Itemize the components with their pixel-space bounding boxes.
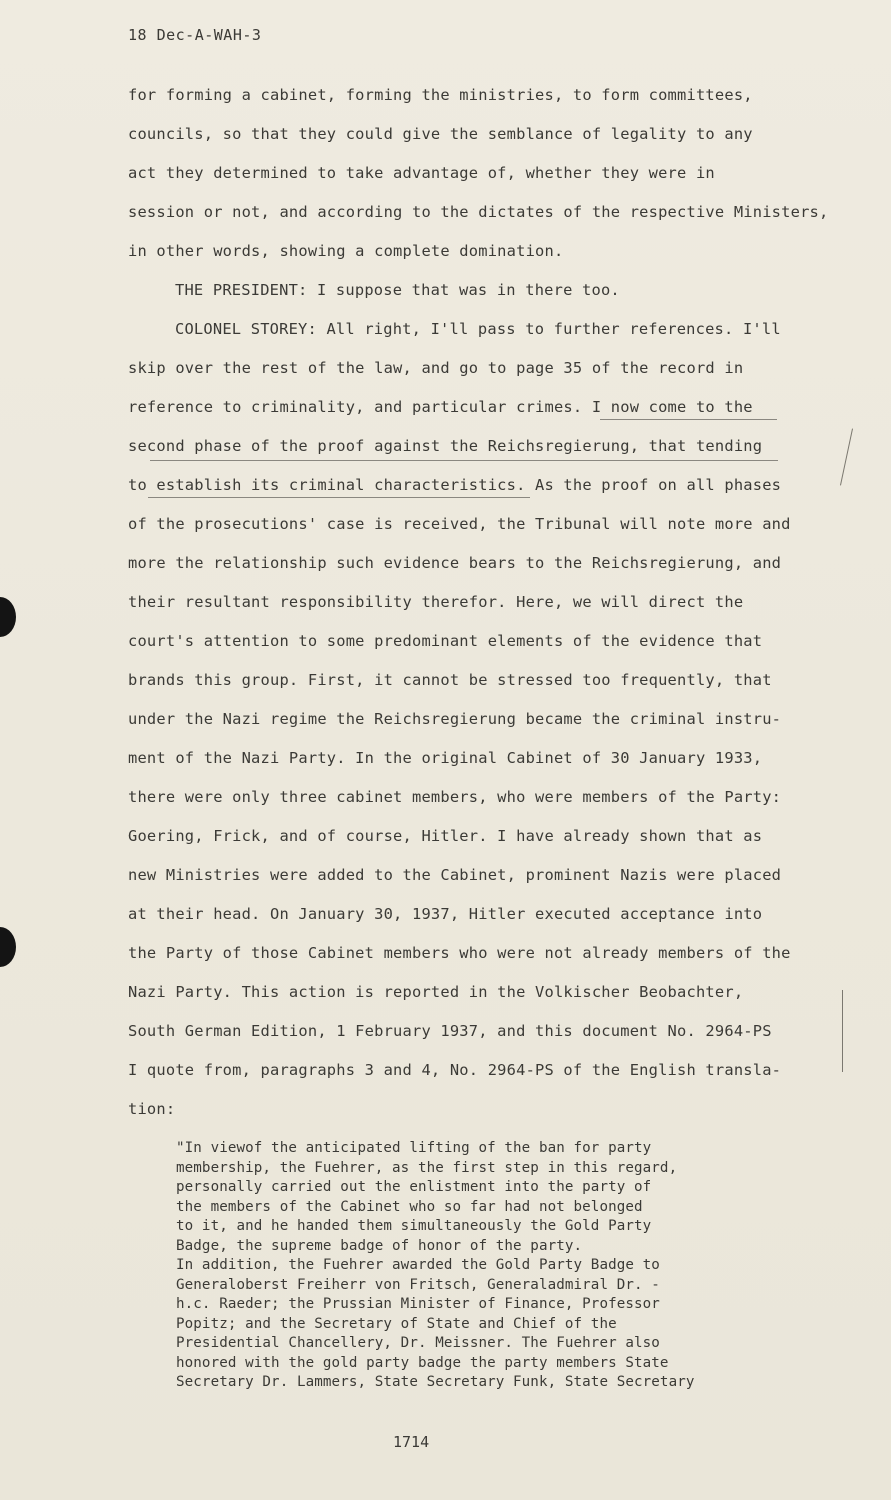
body-line: for forming a cabinet, forming the ministries, to form committees, bbox=[128, 86, 753, 104]
quote-line: honored with the gold party badge the party members State bbox=[176, 1354, 669, 1371]
body-line: second phase of the proof against the Reichsregierung, that tending bbox=[128, 437, 763, 455]
quote-line: In addition, the Fuehrer awarded the Gold Party Badge to bbox=[176, 1257, 660, 1273]
quote-line: the members of the Cabinet who so far had not belonged bbox=[176, 1198, 643, 1215]
underline-mark bbox=[148, 497, 530, 498]
body-line: new Ministries were added to the Cabinet, prominent Nazis were placed bbox=[128, 866, 782, 884]
body-line: I quote from, paragraphs 3 and 4, No. 2964-PS of the English transla- bbox=[128, 1061, 782, 1079]
page-number: 1714 bbox=[393, 1433, 430, 1451]
margin-pencil-mark bbox=[840, 429, 853, 486]
quote-line: Presidential Chancellery, Dr. Meissner. The Fuehrer also bbox=[176, 1335, 660, 1351]
body-line: act they determined to take advantage of, whether they were in bbox=[128, 164, 715, 182]
body-line: brands this group. First, it cannot be stressed too frequently, that bbox=[128, 671, 772, 689]
body-line: South German Edition, 1 February 1937, and this document No. 2964-PS bbox=[128, 1022, 772, 1040]
body-line: ment of the Nazi Party. In the original Cabinet of 30 January 1933, bbox=[128, 749, 763, 767]
margin-pencil-mark bbox=[842, 990, 843, 1072]
quote-line: personally carried out the enlistment into the party of bbox=[176, 1179, 652, 1195]
quote-line: Generaloberst Freiherr von Fritsch, Generaladmiral Dr. - bbox=[176, 1276, 660, 1293]
document-reference: 18 Dec-A-WAH-3 bbox=[128, 26, 262, 44]
body-line: COLONEL STOREY: All right, I'll pass to further references. I'll bbox=[175, 320, 781, 338]
body-line: tion: bbox=[128, 1100, 176, 1118]
body-line: Goering, Frick, and of course, Hitler. I have already shown that as bbox=[128, 827, 763, 845]
body-line: there were only three cabinet members, who were members of the Party: bbox=[128, 788, 782, 806]
body-line: the Party of those Cabinet members who were not already members of the bbox=[128, 944, 791, 962]
quote-line: to it, and he handed them simultaneously the Gold Party bbox=[176, 1218, 652, 1234]
body-line: THE PRESIDENT: I suppose that was in there too. bbox=[175, 281, 620, 299]
punch-hole bbox=[0, 597, 16, 637]
quote-line: "In viewof the anticipated lifting of the ban for party bbox=[176, 1140, 652, 1156]
underline-mark bbox=[600, 419, 777, 420]
quote-line: membership, the Fuehrer, as the first step in this regard, bbox=[176, 1159, 678, 1176]
body-line: their resultant responsibility therefor. Here, we will direct the bbox=[128, 593, 744, 611]
quote-line: Secretary Dr. Lammers, State Secretary Funk, State Secretary bbox=[176, 1374, 695, 1390]
quote-line: Badge, the supreme badge of honor of the party. bbox=[176, 1237, 583, 1254]
body-line: skip over the rest of the law, and go to page 35 of the record in bbox=[128, 359, 744, 377]
body-line: to establish its criminal characteristics. As the proof on all phases bbox=[128, 476, 782, 494]
body-line: session or not, and according to the dictates of the respective Ministers, bbox=[128, 203, 829, 221]
quote-line: Popitz; and the Secretary of State and Chief of the bbox=[176, 1315, 617, 1332]
body-line: at their head. On January 30, 1937, Hitler executed acceptance into bbox=[128, 905, 763, 923]
underline-mark bbox=[150, 460, 778, 461]
body-line: reference to criminality, and particular crimes. I now come to the bbox=[128, 398, 753, 416]
punch-hole bbox=[0, 927, 16, 967]
body-line: councils, so that they could give the semblance of legality to any bbox=[128, 125, 753, 143]
quote-line: h.c. Raeder; the Prussian Minister of Finance, Professor bbox=[176, 1296, 660, 1312]
body-line: under the Nazi regime the Reichsregierung became the criminal instru- bbox=[128, 710, 782, 728]
body-line: court's attention to some predominant elements of the evidence that bbox=[128, 632, 763, 650]
body-line: more the relationship such evidence bears to the Reichsregierung, and bbox=[128, 554, 782, 572]
body-line: of the prosecutions' case is received, the Tribunal will note more and bbox=[128, 515, 791, 533]
body-line: in other words, showing a complete domination. bbox=[128, 242, 564, 260]
body-line: Nazi Party. This action is reported in the Volkischer Beobachter, bbox=[128, 983, 744, 1001]
